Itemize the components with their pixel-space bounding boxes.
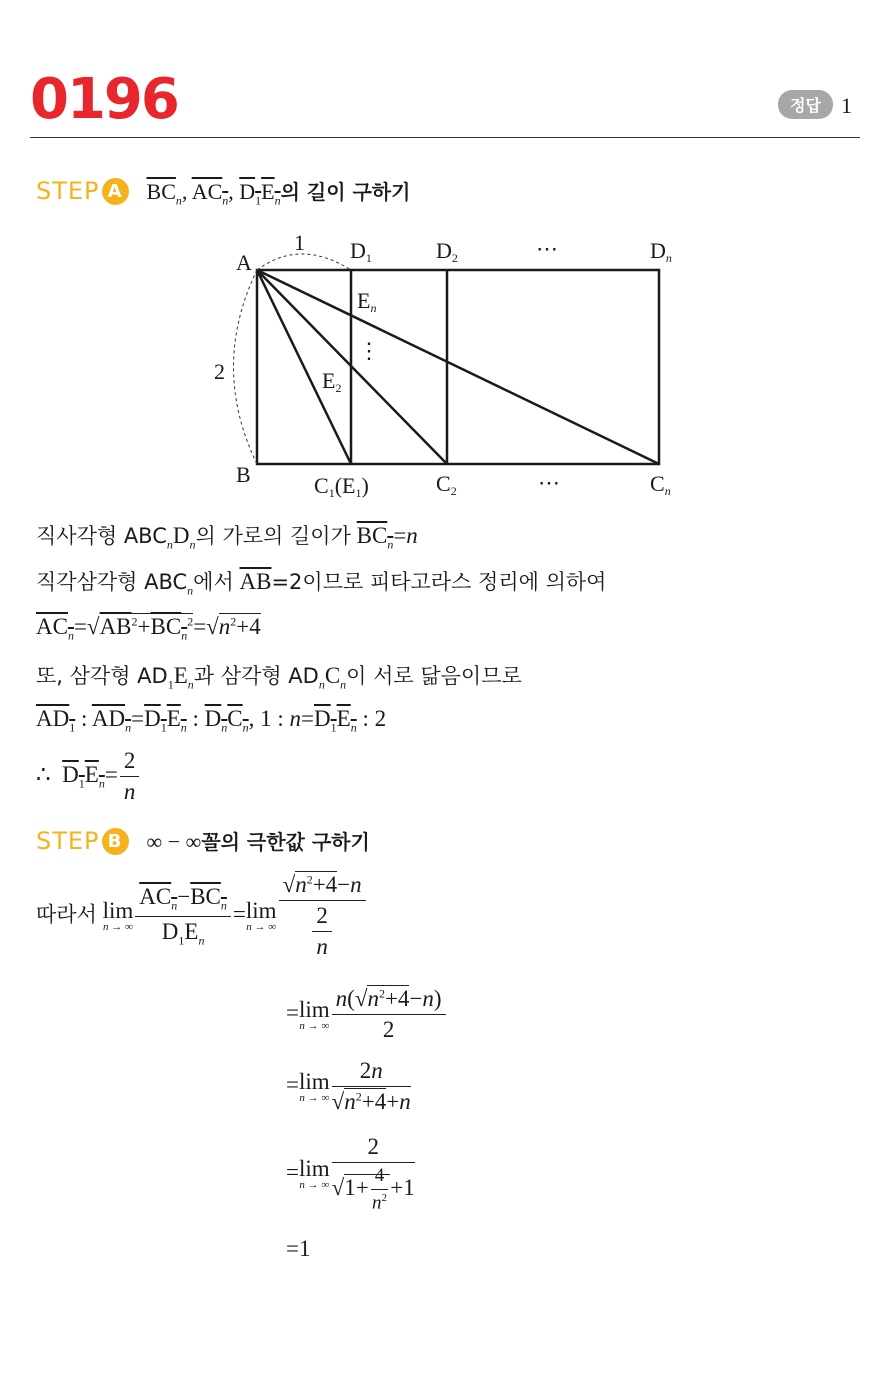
limit-result: =1 bbox=[286, 1236, 311, 1261]
step-a-heading bbox=[36, 176, 410, 208]
label-Cn: Cn bbox=[650, 471, 671, 498]
label-vdots: ⋮ bbox=[358, 338, 380, 363]
label-En: En bbox=[357, 288, 377, 315]
label-B: B bbox=[236, 462, 251, 487]
limit-line-4: =lim n → ∞ 2 √1+ $\frac{4}{n^2}$ +1 bbox=[286, 1134, 415, 1214]
text-line-2: 직각삼각형 $ABC_n$에서 $\overline{AB}=2$이므로 피타고라스 정리에 의하여 bbox=[36, 569, 607, 598]
label-Dn: Dn bbox=[650, 238, 672, 265]
label-dots-bottom: ⋯ bbox=[538, 470, 560, 495]
limit-line-3: =lim n → ∞ $\frac{2n}{√n^2+4+n}$ bbox=[286, 1058, 411, 1114]
label-E2: E2 bbox=[322, 368, 342, 395]
answer bbox=[778, 90, 852, 119]
label-left-2: 2 bbox=[214, 359, 225, 384]
geometry-figure bbox=[200, 228, 700, 508]
problem-number: 0196 bbox=[30, 67, 178, 132]
step-b-label: STEP B bbox=[36, 827, 129, 855]
text-line-3: $AC_n=√AB^2+BC_n^2=√n^2+4$ bbox=[36, 614, 261, 643]
label-D2: D2 bbox=[436, 238, 458, 265]
step-a-circle: A bbox=[102, 178, 129, 205]
label-C2: C2 bbox=[436, 471, 457, 498]
limit-line-2: =lim n → ∞ $\frac{n(√n^2+4-n)}{2}$ bbox=[286, 986, 448, 1043]
text-line-6: ∴ $D_1E_n=$ $\frac{2}{n}$ bbox=[36, 748, 141, 805]
text-line-1: 직사각형 $ABC_nD_n$의 가로의 길이가 $BC_n=n$ bbox=[36, 523, 418, 552]
label-top-1: 1 bbox=[294, 230, 305, 255]
answer-badge: 정답 bbox=[778, 90, 833, 119]
text-line-4: 또, 삼각형 $AD_1E_n$과 삼각형 $AD_nC_n$이 서로 닮음이므로 bbox=[36, 663, 522, 692]
label-D1: D1 bbox=[350, 238, 372, 265]
step-b-title: ∞ − ∞꼴의 극한값 구하기 bbox=[146, 829, 370, 854]
limit-line-1: 따라서 lim n → ∞ $\frac{AC_n-BC_n}{D_1E_n}$ =lim n → ∞ $\frac{√n^2+4-n}{\frac{2}{n}}$ bbox=[36, 872, 368, 960]
answer-value: 1 bbox=[841, 93, 852, 118]
step-a-label: STEP A bbox=[36, 177, 129, 205]
header-divider bbox=[30, 137, 860, 138]
label-C1E1: C1(E1) bbox=[314, 473, 369, 500]
step-b-circle: B bbox=[102, 828, 129, 855]
label-A: A bbox=[236, 250, 252, 275]
text-line-5: $AD_1$ : $AD_n=D_1E_n$ : $D_nC_n$, 1 : $n=D_1E_n$ : 2 bbox=[36, 706, 387, 735]
step-b-heading bbox=[36, 826, 370, 855]
label-dots-top: ⋯ bbox=[536, 236, 558, 261]
step-a-title: $\overline{BC}_n$, $AC_n$, $D_1E_n$의 길이 구하기 bbox=[146, 179, 411, 208]
